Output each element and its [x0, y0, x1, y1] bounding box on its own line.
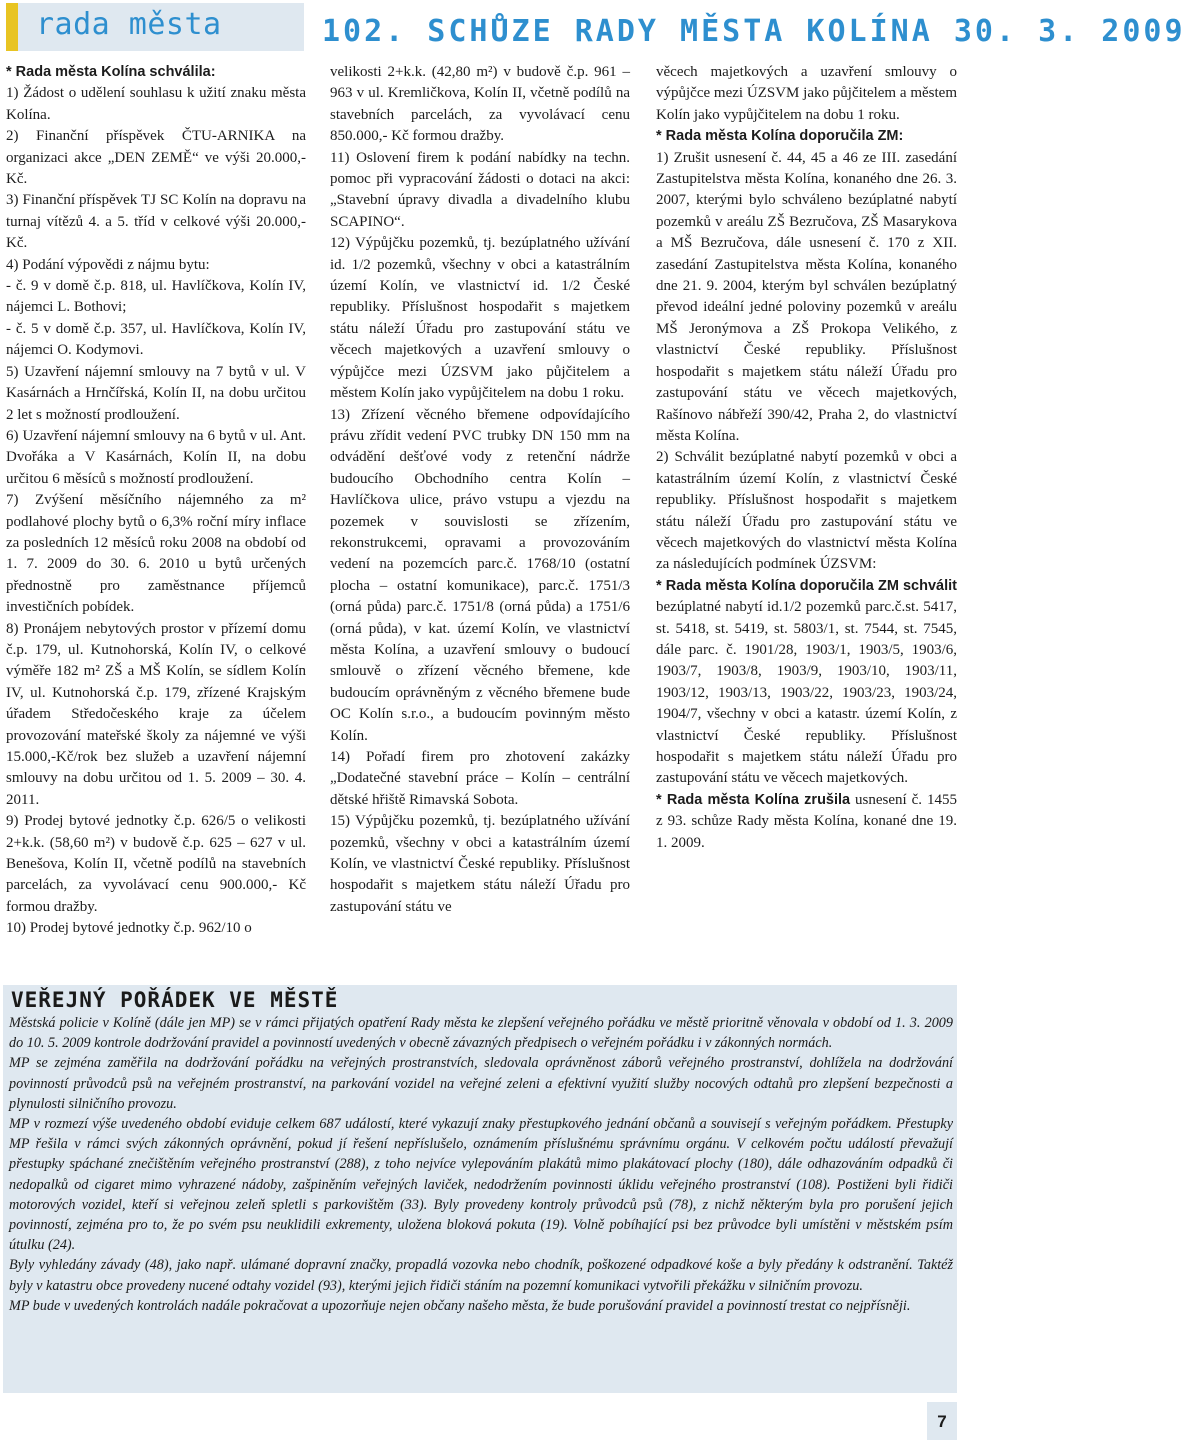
resolution-item: 4) Podání výpovědi z nájmu bytu:	[6, 256, 210, 273]
banner-accent-bar	[6, 3, 18, 51]
resolution-item	[656, 790, 957, 854]
public-order-title: VEŘEJNÝ POŘÁDEK VE MĚSTĚ	[11, 988, 339, 1012]
resolution-item: 8) Pronájem nebytových prostor v přízemí domu č.p. 179, ul. Kutnohorská, Kolín IV, o celkové výměře 182 m² ZŠ a MŠ Kolín, se sídlem Kolín IV, ul. Kutnohorská č.p. 179, zřízené Krajským úřadem Středočeského kraje za účelem provozování mateřské školy za nájemné ve výši 15.000,-Kč/rok bez služeb a uzavření nájemní smlouvy na dobu určitou od 1. 5. 2009 – 30. 4. 2011.	[6, 620, 306, 808]
resolution-item: 10) Prodej bytové jednotky č.p. 962/10 o	[6, 920, 252, 937]
section-label: rada města	[36, 7, 222, 42]
resolution-item: 11) Oslovení firem k podání nabídky na techn. pomoc při vypracování žádosti o dotaci na akci: „Stavební úpravy divadla a divadelního klubu SCAPINO“.	[330, 149, 630, 230]
council-cancelled-label: * Rada města Kolína zrušila	[656, 791, 851, 808]
resolution-item: 15) Výpůjčku pozemků, tj. bezúplatného užívání pozemků, všechny v obci a katastrálním území Kolín, ve vlastnictví České republiky. Příslušnost hospodařit s majetkem státu náleží Úřadu pro zastupování státu ve	[330, 813, 630, 915]
public-order-paragraph: MP bude v uvedených kontrolách nadále pokračovat a upozorňuje nejen občany našeho města, že bude porušování pravidel a povinností trestat co nejpřísněji.	[9, 1297, 911, 1314]
page-number: 7	[937, 1412, 947, 1431]
resolution-item: 14) Pořadí firem pro zhotovení zakázky „Dodatečné stavební práce – Kolín – centrální dětské hřiště Rimavská Sobota.	[330, 749, 630, 808]
public-order-paragraph: MP v rozmezí výše uvedeného období eviduje celkem 687 událostí, které vykazují znaky přestupkového jednání občanů a souvisejí s veřejným pořádkem. Přestupky MP řešila v rámci svých zákonných oprávnění, pokud jí řešení nepříslušelo, oznámením příslušnému správnímu orgánu. V celkovém počtu událostí převažují přestupky spáchané znečištěním veřejného prostranství (288), z toho nejvíce vylepováním plakátů mimo plakátovací plochy (180), dále odhazováním odpadků či nedopalků od cigaret mimo vyhrazené nádoby, zašpiněním veřejných laviček, nedodržením povinnosti úklidu veřejného prostranství (108). Postiženi byli řidiči motorových vozidel, kteří si veřejnou zeleň spletli s parkovištěm (33). Byly provedeny kontroly průvodců psů (78), z nichž některým byla pro porušení jejich povinností, zejména pro to, že po svém psu neuklidili exkrementy, uložena bloková pokuta (19). Volně pobíhající psi bez průvodce byli umístěni v městském psím útulku (24).	[9, 1116, 953, 1254]
resolution-item: 3) Finanční příspěvek TJ SC Kolín na dopravu na turnaj vítězů 4. a 5. tříd v celkové výši 20.000,- Kč.	[6, 192, 306, 252]
resolution-item: 5) Uzavření nájemní smlouvy na 7 bytů v ul. V Kasárnách a Hrnčířská, Kolín II, na dobu určitou 2 let s možností prodloužení.	[6, 363, 306, 423]
resolution-item: - č. 9 v domě č.p. 818, ul. Havlíčkova, Kolín IV, nájemci L. Bothovi;	[6, 278, 306, 316]
page-headline: 102. SCHŮZE RADY MĚSTA KOLÍNA 30. 3. 2009	[322, 14, 1186, 49]
resolution-item	[656, 576, 957, 790]
resolution-item: 9) Prodej bytové jednotky č.p. 626/5 o velikosti 2+k.k. (58,60 m²) v budově č.p. 625 – 627 v ul. Benešova, Kolín II, včetně podílů na stavebních parcelách, za vyvolávací cenu 900.000,- Kč formou dražby.	[6, 813, 306, 915]
recommended-approve-label: * Rada města Kolína doporučila ZM schválit	[656, 577, 957, 594]
column-2	[330, 62, 630, 918]
resolution-item: 7) Zvýšení měsíčního nájemného za m² podlahové plochy bytů o 6,3% roční míry inflace za posledních 12 měsíců roku 2008 na období od 1. 7. 2009 do 30. 6. 2010 u bytů určených přednostně pro zaměstnance příjemců investičních pobídek.	[6, 492, 306, 616]
public-order-paragraph: Byly vyhledány závady (48), jako např. ulámané dopravní značky, propadlá vozovka nebo chodník, poškozené odpadkové koše a byly předány k odstranění. Taktéž byly v katastru obce provedeny nucené odtahy vozidel (93), kterými jejich řidiči stáním na pozemní komunikaci vytvořili překážku v silničním provozu.	[9, 1257, 953, 1294]
resolution-item: - č. 5 v domě č.p. 357, ul. Havlíčkova, Kolín IV, nájemci O. Kodymovi.	[6, 320, 306, 359]
public-order-box	[3, 985, 957, 1393]
council-recommended-heading: * Rada města Kolína doporučila ZM:	[656, 128, 904, 145]
resolution-item: velikosti 2+k.k. (42,80 m²) v budově č.p. 961 – 963 v ul. Kremličkova, Kolín II, včetně podílů na stavebních parcelách, za vyvolávací cenu 850.000,- Kč formou dražby.	[330, 64, 630, 145]
resolution-item: 1) Zrušit usnesení č. 44, 45 a 46 ze III. zasedání Zastupitelstva města Kolína, konaného dne 26. 3. 2007, kterými bylo schváleno bezúplatné nabytí pozemků v areálu ZŠ Bezručova, ZŠ Masarykova a MŠ Bezručova, dále usnesení č. 170 z XII. zasedání Zastupitelstva města Kolína, konaného dne 21. 9. 2004, kterým byl schválen bezúplatný převod ideální jedné poloviny pozemků v areálu MŠ Jeronýmova a ZŠ Prokopa Velikého, z vlastnictví České republiky. Příslušnost hospodařit s majetkem státu náleží Úřadu pro zastupování státu ve věcech majetkových, Rašínovo nábřeží 390/42, Praha 2, do vlastnictví města Kolína.	[656, 149, 957, 444]
resolution-item: 12) Výpůjčku pozemků, tj. bezúplatného užívání id. 1/2 pozemků, všechny v obci a katastrálním území Kolín, ve vlastnictví id. 1/2 České republiky. Příslušnost hospodařit s majetkem státu náleží Úřadu pro zastupování státu ve věcech majetkových a uzavření smlouvy o výpůjčce mezi ÚZSVM jako půjčitelem a městem Kolín jako vypůjčitelem na dobu 1 roku.	[330, 235, 630, 402]
resolution-item: 6) Uzavření nájemní smlouvy na 6 bytů v ul. Ant. Dvořáka a V Kasárnách, Kolín II, na dobu určitou 6 měsíců s možností prodloužení.	[6, 427, 306, 487]
section-banner	[6, 3, 304, 51]
public-order-paragraph: MP se zejména zaměřila na dodržování pořádku na veřejných prostranstvích, sledovala oprávněnost záborů veřejného prostranství, dohlížela na dodržování povinností průvodců psů na veřejném prostranství, na parkování vozidel na veřejné zeleni a efektivní využití služby nocových odtahů pro zlepšení bezpečnosti a plynulosti silničního provozu.	[9, 1055, 953, 1112]
page-number-box	[927, 1402, 957, 1440]
council-approved-heading: * Rada města Kolína schválila:	[6, 64, 216, 80]
public-order-paragraph: Městská policie v Kolíně (dále jen MP) se v rámci přijatých opatření Rady města ke zlepšení veřejného pořádku ve městě prioritně věnovala v období od 1. 3. 2009 do 10. 5. 2009 kontrole dodržování pravidel a povinností uvedených v obecně závazných předpisech o veřejném pořádku i v zákonných normách.	[9, 1015, 953, 1052]
recommended-approve-text: bezúplatné nabytí id.1/2 pozemků parc.č.st. 5417, st. 5418, st. 5419, st. 5803/1, st. 7544, st. 7545, dále parc. č. 1901/28, 1903/1, 1903/5, 1903/6, 1903/7, 1903/8, 1903/9, 1903/10, 1903/11, 1903/12, 1903/13, 1903/22, 1903/23, 1903/24, 1904/7, všechny v obci a katastr. území Kolín, z vlastnictví České republiky. Příslušnost hospodařit s majetkem státu náleží Úřadu pro zastupování státu ve věcech majetkových.	[656, 599, 957, 787]
resolution-item: věcech majetkových a uzavření smlouvy o výpůjčce mezi ÚZSVM jako půjčitelem a městem Kolín jako vypůjčitelem na dobu 1 roku.	[656, 64, 957, 123]
resolution-item: 1) Žádost o udělení souhlasu k užití znaku města Kolína.	[6, 85, 306, 123]
column-1	[6, 62, 306, 940]
resolution-item: 2) Finanční příspěvek ČTU-ARNIKA na organizaci akce „DEN ZEMĚ“ ve výši 20.000,- Kč.	[6, 128, 306, 188]
council-cancelled-text: usnesení č. 1455 z 93. schůze Rady města Kolína, konané dne 19. 1. 2009.	[656, 791, 957, 851]
resolution-item: 2) Schválit bezúplatné nabytí pozemků v obci a katastrálním území Kolín, z vlastnictví České republiky. Příslušnost hospodařit s majetkem státu náleží Úřadu pro zastupování státu ve věcech majetkových do vlastnictví města Kolína za následujících podmínek ÚZSVM:	[656, 449, 957, 573]
column-3	[656, 62, 957, 854]
public-order-text	[9, 1013, 953, 1316]
resolution-item: 13) Zřízení věcného břemene odpovídajícího právu zřídit vedení PVC trubky DN 150 mm na odvádění dešťové vody z retenční nádrže budoucího Obchodního centra Kolín – Havlíčkova ulice, právo vstupu a vjezdu na pozemek v souvislosti se zřízením, rekonstrukcemi, opravami a provozováním vedení na pozemcích parc.č. 1768/10 (ostatní plocha – ostatní komunikace), parc.č. 1751/3 (orná půda) parc.č. 1751/8 (orná půda) a 1751/6 (orná půda), v kat. území Kolín, ve vlastnictví města Kolína, a uzavření smlouvy o budoucí smlouvě o zřízení věcného břemene, kde budoucím oprávněným z věcného břemene bude OC Kolín s.r.o., a budoucím povinným město Kolín.	[330, 406, 630, 744]
